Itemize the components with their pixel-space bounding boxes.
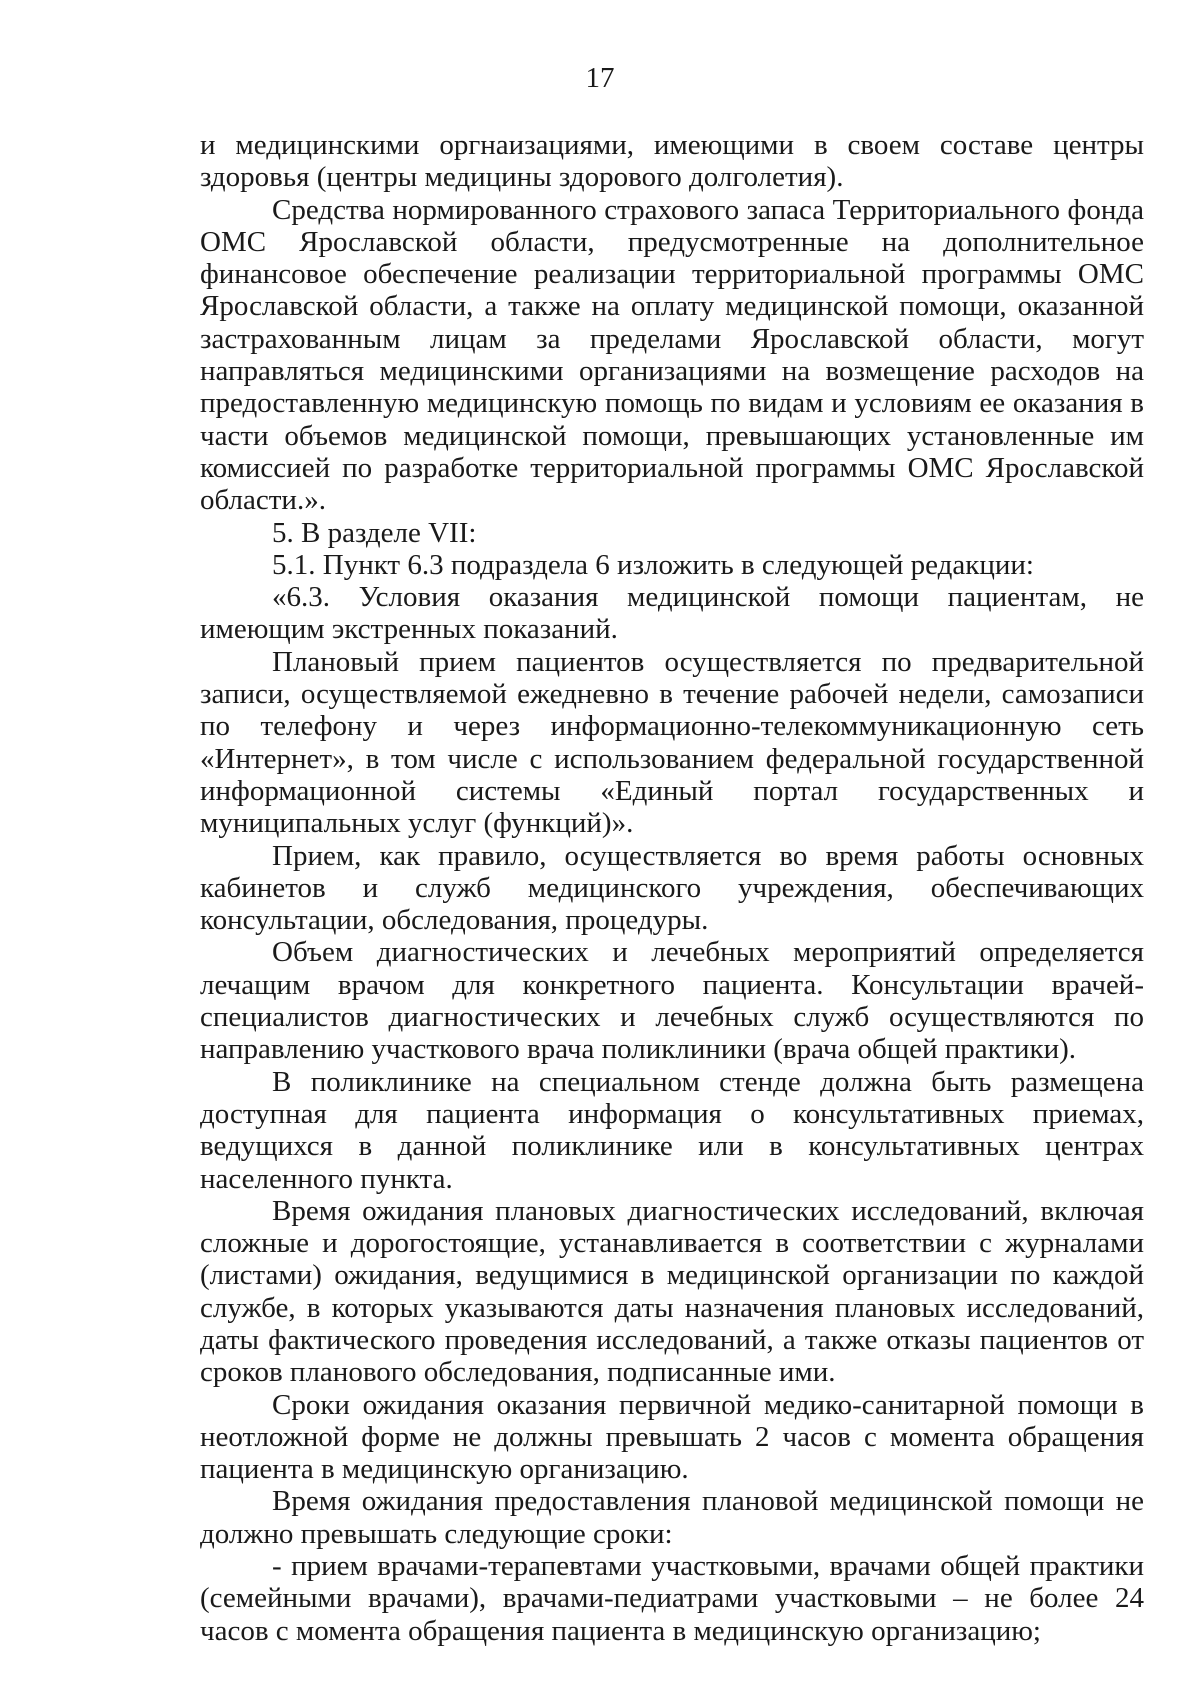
paragraph-clause-title: «6.3. Условия оказания медицинской помощи пациентам, не имеющим экстренных показаний.	[200, 581, 1144, 646]
paragraph-waiting-limits: Время ожидания предоставления плановой медицинской помощи не должно превышать следующие сроки:	[200, 1485, 1144, 1550]
paragraph-continuation: и медицинскими оргнаизациями, имеющими в своем составе центры здоровья (центры медицины здорового долголетия).	[200, 129, 1144, 194]
paragraph-insurance-reserve: Средства нормированного страхового запаса Территориального фонда ОМС Ярославской области, предусмотренные на дополнительное финансовое обеспечение реализации территориальной программы ОМС Ярославской области, а также на оплату медицинской помощи, оказанной застрахованным лицам за пределами Ярославской области, могут направляться медицинскими организациями на возмещение расходов на предоставленную медицинскую помощь по видам и условиям ее оказания в части объемов медицинской помощи, превышающих установленные им комиссией по разработке территориальной программы ОМС Ярославской области.».	[200, 193, 1144, 517]
document-body	[200, 129, 1144, 1647]
paragraph-urgent-care-time: Сроки ожидания оказания первичной медико-санитарной помощи в неотложной форме не должны превышать 2 часов с момента обращения пациента в медицинскую организацию.	[200, 1388, 1144, 1486]
page-number: 17	[585, 62, 615, 94]
paragraph-amendment-instruction: 5.1. Пункт 6.3 подраздела 6 изложить в следующей редакции:	[272, 548, 1034, 581]
paragraph-reception-hours: Прием, как правило, осуществляется во время работы основных кабинетов и служб медицинского учреждения, обеспечивающих консультации, обследования, процедуры.	[200, 839, 1144, 937]
paragraph-section-heading: 5. В разделе VII:	[272, 516, 477, 549]
paragraph-waiting-lists: Время ожидания плановых диагностических исследований, включая сложные и дорогостоящие, устанавливается в соответствии с журналами (листами) ожидания, ведущимися в медицинской организации по каждой службе, в которых указываются даты назначения плановых исследований, даты фактического проведения исследований, а также отказы пациентов от сроков планового обследования, подписанные ими.	[200, 1194, 1144, 1389]
list-item-therapist-reception: - прием врачами-терапевтами участковыми, врачами общей практики (семейными врачами), врачами-педиатрами участковыми – не более 24 часов с момента обращения пациента в медицинскую организацию;	[200, 1550, 1144, 1647]
paragraph-diagnostic-scope: Объем диагностических и лечебных мероприятий определяется лечащим врачом для конкретного пациента. Консультации врачей-специалистов диагностических и лечебных служб осуществляются по направлению участкового врача поликлиники (врача общей практики).	[200, 936, 1144, 1066]
paragraph-information-stand: В поликлинике на специальном стенде должна быть размещена доступная для пациента информация о консультативных приемах, ведущихся в данной поликлинике или в консультативных центрах населенного пункта.	[200, 1065, 1144, 1195]
paragraph-planned-appointments: Плановый прием пациентов осуществляется по предварительной записи, осуществляемой ежедневно в течение рабочей недели, самозаписи по телефону и через информационно-телекоммуникационную сеть «Интернет», в том числе с использованием федеральной государственной информационной системы «Единый портал государственных и муниципальных услуг (функций)».	[200, 645, 1144, 840]
